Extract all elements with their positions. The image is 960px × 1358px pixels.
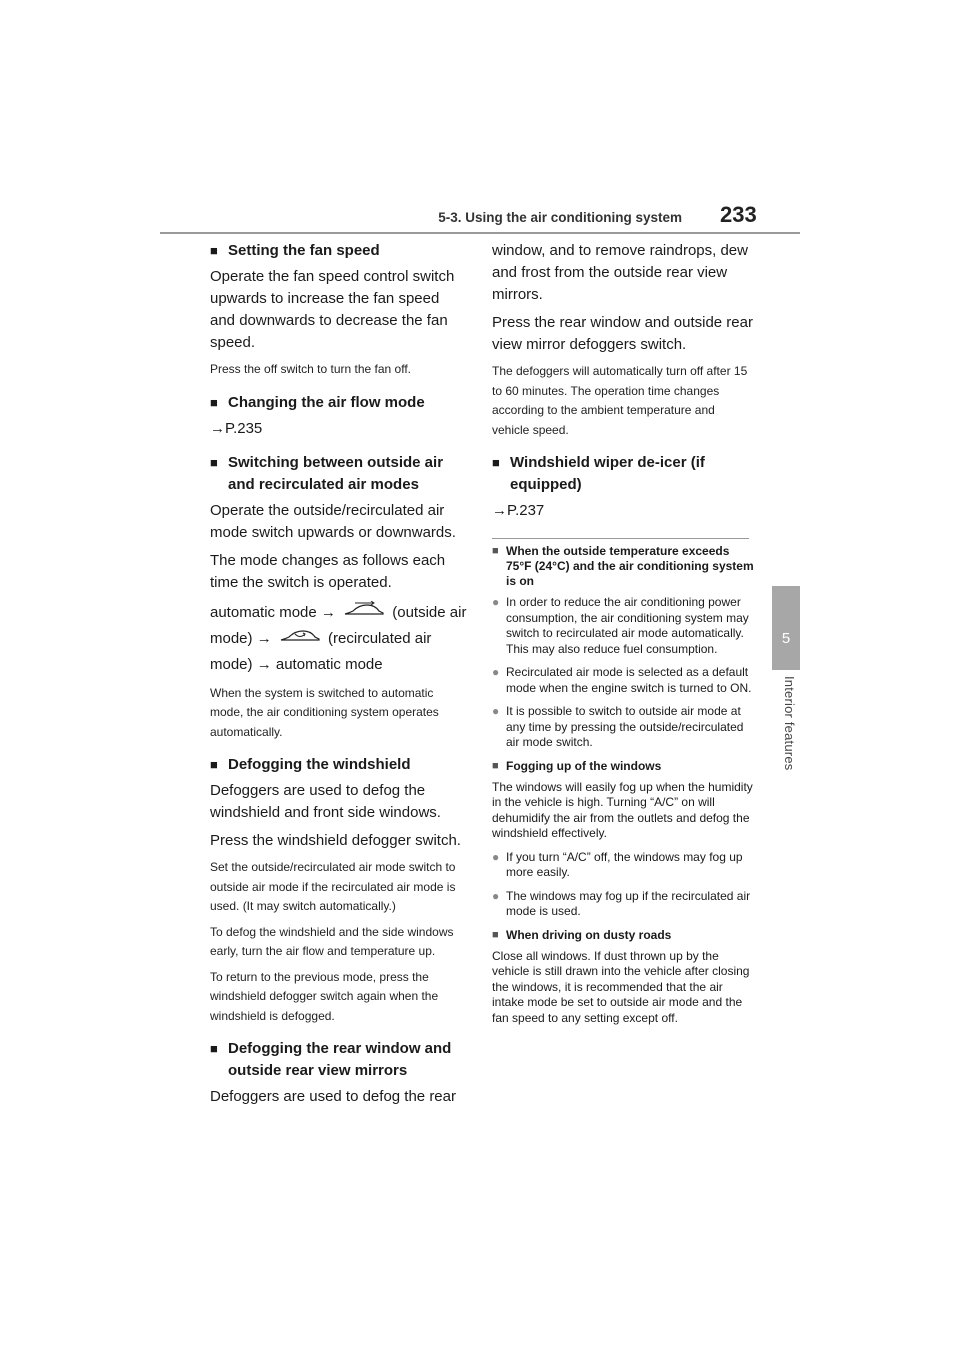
recirc-note: When the system is switched to automatic mode, the air conditioning system operates automatically. [210,685,439,739]
note-paragraph: Close all windows. If dust thrown up by the vehicle is still drawn into the vehicle after closing the windows, it is recommended that the air intake mode be set to outside air mode and the fan speed to any setting except off. [492,948,750,1025]
heading-text: Setting the fan speed [228,242,380,259]
heading-windshield [210,754,468,776]
heading-text: Switching between outside air and recirculated air modes [228,453,444,493]
rear-body-cont: window, and to remove raindrops, dew and frost from the outside rear view mirrors. [492,242,748,303]
heading-text: Defogging the windshield [228,756,411,774]
square-bullet-icon: ■ [492,455,500,470]
arrow-icon: → [256,655,272,673]
heading-air-flow [210,392,468,414]
heading-text: Windshield wiper de-icer (if equipped) [510,454,705,493]
air-flow-reference[interactable] [210,418,468,440]
rear-body-start: Defoggers are used to defog the rear [210,1088,456,1106]
heading-text: Changing the air flow mode [228,393,425,411]
rear-press: Press the rear window and outside rear view mirror defoggers switch. [492,314,753,353]
note-bullet: ● In order to reduce the air conditioning power consumption, the air conditioning system may switch to recirculated air mode automatically. This may also reduce fuel consumption. [492,595,749,656]
notes-divider [492,538,749,539]
right-column-top [492,240,754,534]
note-paragraph: The windows will easily fog up when the humidity in the vehicle is high. Turning “A/C” on will dehumidify the air from the outlets and defog the windshield effectively. [492,779,753,840]
recirc-body-2: The mode changes as follows each time the switch is operated. [210,551,446,591]
heading-fan-speed [210,240,468,262]
note-heading: ■ Fogging up of the windows [492,758,662,773]
section-title: 5-3. Using the air conditioning system [438,210,682,225]
mode-sequence: automatic mode → (outside air mode) → (recirculated air mode) → automatic mode [210,600,468,678]
heading-text: Defogging the rear window and outside rear view mirrors [228,1040,452,1080]
square-bullet-icon: ■ [492,545,499,557]
page-ref: P.237 [507,502,545,519]
arrow-icon: → [492,502,507,519]
rear-note: The defoggers will automatically turn off after 15 to 60 minutes. The operation time changes according to the ambient temperature and vehicle speed. [492,364,748,437]
page-ref: P.235 [225,419,263,437]
square-bullet-icon: ■ [210,394,218,410]
arrow-icon: → [256,629,272,647]
heading-recirc [210,452,468,496]
round-bullet-icon: ● [492,849,500,864]
windshield-note-1: Set the outside/recirculated air mode switch to outside air mode if the recirculated air mode is used. (It may switch automatically.) [210,860,456,914]
square-bullet-icon: ■ [210,243,218,258]
recirculated-air-icon [279,626,321,652]
square-bullet-icon: ■ [210,757,218,773]
square-bullet-icon: ■ [210,454,218,470]
wiper-reference[interactable] [492,500,754,522]
header-rule [160,232,800,234]
windshield-body-2: Press the windshield defogger switch. [210,832,461,850]
note-bullet: ● Recirculated air mode is selected as a default mode when the engine switch is turned to ON. [492,665,752,695]
outside-air-icon [343,600,385,626]
round-bullet-icon: ● [492,595,500,609]
arrow-icon: → [320,603,336,621]
fan-body: Operate the fan speed control switch upwards to increase the fan speed and downwards to decrease the fan speed. [210,268,455,351]
note-heading: ■ When the outside temperature exceeds 75°F (24°C) and the air conditioning system is on [492,544,754,588]
windshield-note-3: To return to the previous mode, press the windshield defogger switch again when the windshield is defogged. [210,969,439,1023]
note-heading: ■ When driving on dusty roads [492,927,672,942]
left-column [210,240,468,1114]
square-bullet-icon: ■ [210,1041,218,1057]
page-number: 233 [720,202,757,227]
heading-rear-defog [210,1038,468,1082]
windshield-note-2: To defog the windshield and the side windows early, turn the air flow and temperature up. [210,924,454,959]
notes-column [492,544,754,1034]
chapter-tab [772,586,800,670]
square-bullet-icon: ■ [492,928,499,941]
round-bullet-icon: ● [492,888,500,903]
chapter-label: Interior features [782,676,797,771]
recirc-body-1: Operate the outside/recirculated air mode switch upwards or downwards. [210,501,456,541]
chapter-number: 5 [781,630,791,647]
heading-wiper-deicer [492,452,754,496]
fan-note: Press the off switch to turn the fan off. [210,362,411,376]
note-bullet: ● It is possible to switch to outside air mode at any time by pressing the outside/recirculated air mode switch. [492,704,744,749]
arrow-icon: → [210,419,225,437]
square-bullet-icon: ■ [492,759,499,772]
note-bullet: ● If you turn “A/C” off, the windows may fog up more easily. [492,849,743,879]
round-bullet-icon: ● [492,665,500,679]
note-bullet: ● The windows may fog up if the recirculated air mode is used. [492,888,751,918]
windshield-body-1: Defoggers are used to defog the windshield and front side windows. [210,782,441,822]
round-bullet-icon: ● [492,704,500,718]
